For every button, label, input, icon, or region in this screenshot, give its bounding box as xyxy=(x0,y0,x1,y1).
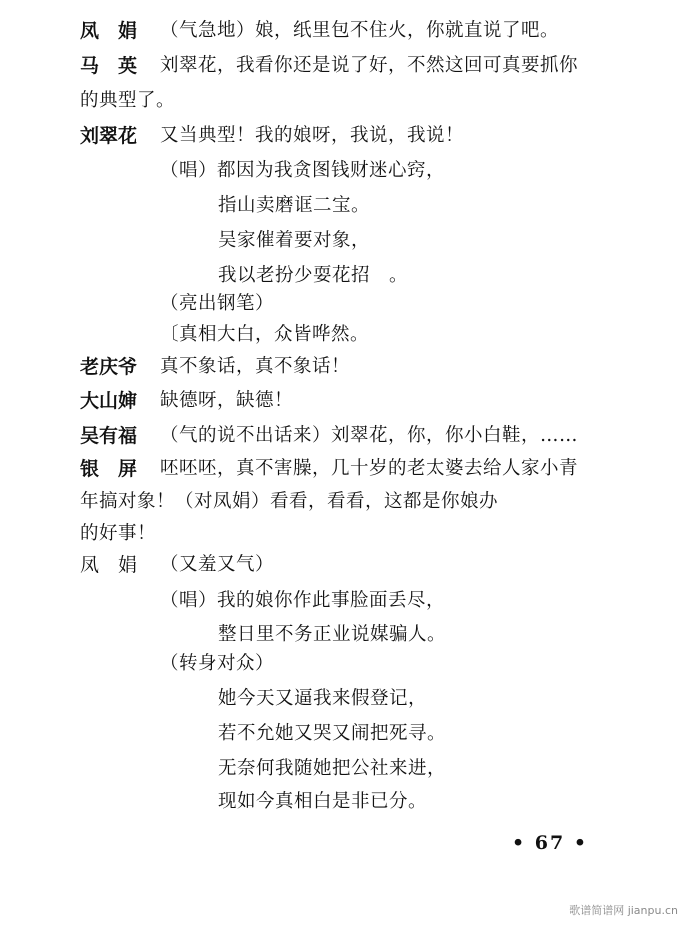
speaker-name: 老庆爷 xyxy=(80,356,138,378)
dialogue-row xyxy=(0,14,690,48)
stage-direction xyxy=(0,287,690,321)
dialogue-row xyxy=(0,49,690,83)
song-line xyxy=(0,752,690,786)
dialogue-row xyxy=(0,548,690,582)
song-line xyxy=(0,682,690,716)
speaker-name: 凤 娟 xyxy=(80,554,138,576)
dialogue-line: 真不象话，真不象话！ xyxy=(160,356,351,377)
stage-direction-line: （转身对众） xyxy=(160,653,275,674)
song-line xyxy=(0,224,690,258)
dialogue-line: （气的说不出话来）刘翠花，你，你小白鞋，…… xyxy=(160,425,579,446)
site-watermark: 歌谱简谱网 jianpu.cn xyxy=(569,904,678,917)
song-line xyxy=(0,717,690,751)
speaker-name: 马 英 xyxy=(80,55,138,77)
dialogue-row xyxy=(0,119,690,153)
verse-line: 若不允她又哭又闹把死寻。 xyxy=(218,723,447,744)
speaker-name: 大山婶 xyxy=(80,390,138,412)
stage-direction-line: （又羞又气） xyxy=(160,554,275,575)
dialogue-continuation xyxy=(0,485,690,519)
dialogue-row xyxy=(0,419,690,453)
dialogue-line: 缺德呀，缺德！ xyxy=(160,390,294,411)
speaker-name: 凤 娟 xyxy=(80,20,138,42)
dialogue-line: 刘翠花，我看你还是说了好，不然这回可真要抓你 xyxy=(160,55,579,76)
verse-line: 吴家催着要对象， xyxy=(218,230,371,251)
stage-direction xyxy=(0,647,690,681)
stage-direction-line: 〔真相大白，众皆哗然。 xyxy=(160,324,370,345)
speaker-name: 刘翠花 xyxy=(80,125,138,147)
dialogue-row xyxy=(0,350,690,384)
stage-direction-line: （唱）都因为我贪图钱财迷心窍， xyxy=(160,160,446,181)
stage-direction xyxy=(0,318,690,352)
dialogue-line: 年搞对象！（对凤娟）看看，看看，这都是你娘办 xyxy=(80,491,499,512)
song-line xyxy=(0,785,690,819)
song-line xyxy=(0,154,690,188)
stage-direction-line: （唱）我的娘你作此事脸面丢尽， xyxy=(160,590,446,611)
verse-line: 现如今真相白是非已分。 xyxy=(218,791,428,812)
verse-line: 指山卖磨诓二宝。 xyxy=(218,195,371,216)
dialogue-line: 的典型了。 xyxy=(80,90,176,111)
song-line xyxy=(0,584,690,618)
dialogue-row xyxy=(0,384,690,418)
dialogue-row xyxy=(0,452,690,486)
dialogue-line: 呸呸呸，真不害臊，几十岁的老太婆去给人家小青 xyxy=(160,458,579,479)
dialogue-line: 的好事！ xyxy=(80,523,157,544)
dialogue-continuation xyxy=(0,517,690,551)
speaker-name: 银 屏 xyxy=(80,458,138,480)
verse-line: 无奈何我随她把公社来进， xyxy=(218,758,447,779)
stage-direction-line: （亮出钢笔） xyxy=(160,293,275,314)
dialogue-line: 又当典型！我的娘呀，我说，我说！ xyxy=(160,125,465,146)
verse-line: 她今天又逼我来假登记， xyxy=(218,688,428,709)
verse-line: 我以老扮少耍花招 。 xyxy=(218,265,409,286)
dialogue-continuation xyxy=(0,84,690,118)
speaker-name: 吴有福 xyxy=(80,425,138,447)
verse-line: 整日里不务正业说媒骗人。 xyxy=(218,624,447,645)
song-line xyxy=(0,189,690,223)
dialogue-line: （气急地）娘，纸里包不住火，你就直说了吧。 xyxy=(160,20,560,41)
page-number: • 67 • xyxy=(512,832,588,854)
